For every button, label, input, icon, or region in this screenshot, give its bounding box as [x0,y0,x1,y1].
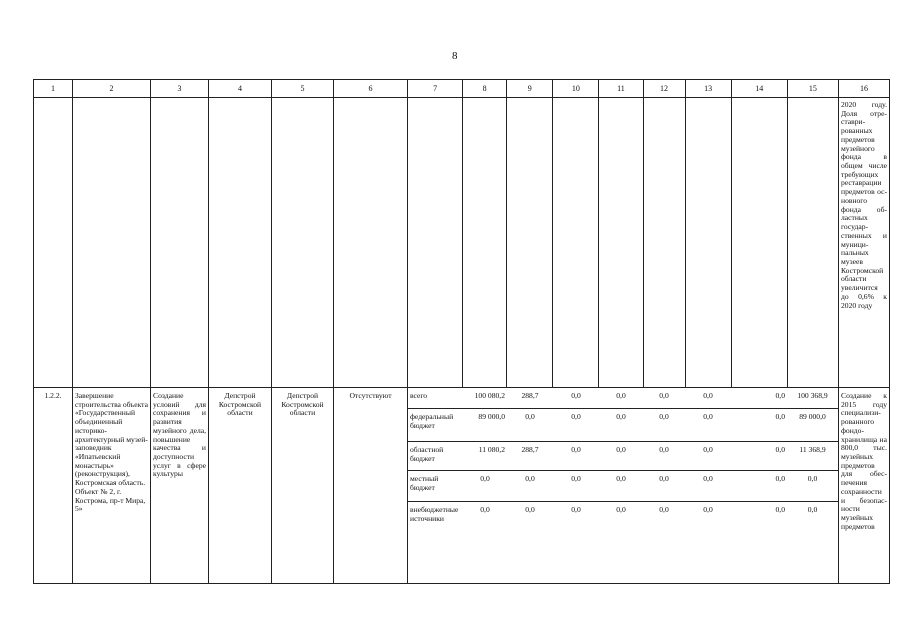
column-number: 6 [334,80,408,98]
funding-value: 0,0 [599,471,643,502]
funding-value: 0,0 [463,471,507,502]
item-number: 1.2.2. [34,388,73,584]
funding-value: 0,0 [685,502,731,537]
funding-value: 0,0 [599,409,643,442]
column-number: 3 [151,80,209,98]
continuation-note: 2020 году. Доля отреставрированных предметов музейного фонда в общем числе требующих реставрации предметов основного фонда областных государственных и муниципальных музеев Костромской области увеличится до 0,6% к 2020 году [839,98,890,388]
column-number: 14 [731,80,787,98]
funding-value: 0,0 [553,409,599,442]
program-table [33,79,890,584]
column-number: 10 [553,80,599,98]
funding-value: 0,0 [507,409,553,442]
continuation-row [34,98,890,388]
funding-row [408,442,838,471]
funding-value: 0,0 [507,471,553,502]
funding-value: 0,0 [553,502,599,537]
column-number: 7 [408,80,463,98]
funding-row [408,388,838,409]
column-number: 9 [507,80,553,98]
funding-value: 0,0 [643,409,685,442]
funding-row [408,502,838,537]
funding-source: всего [410,391,428,400]
column-number: 5 [272,80,334,98]
funding-value: 0,0 [553,442,599,471]
funding-value: 0,0 [507,502,553,537]
funding-value: 100 080,2 [474,391,505,400]
column-number: 15 [787,80,838,98]
item-coexecutor: Депстрой Костромской области [272,388,334,584]
funding-value: 89 000,0 [463,409,507,442]
funding-value: 0,0 [643,442,685,471]
funding-value: 0,0 [571,391,581,400]
funding-total: 11 368,9 [787,442,838,471]
column-number: 1 [34,80,73,98]
item-row [34,388,890,584]
column-number: 2 [73,80,151,98]
funding-value: 288,7 [507,442,553,471]
page-number: 8 [452,50,458,62]
funding-total: 0,0 [787,471,838,502]
funding-source: областной бюджет [408,442,463,471]
column-number-row [34,80,890,98]
column-number: 13 [685,80,731,98]
funding-value: 0,0 [731,442,787,471]
funding-value: 0,0 [685,409,731,442]
item-result: Создание к 2015 году специализированного фондохранилища на 800,0 тыс. музейных предметов для обеспечения сохранности и безопасности музейных предметов [839,388,890,584]
funding-value: 0,0 [643,502,685,537]
funding-block [408,388,839,584]
funding-value: 0,0 [616,391,626,400]
funding-value: 0,0 [731,471,787,502]
column-number: 4 [209,80,272,98]
funding-value: 288,7 [521,391,539,400]
funding-total: 100 368,9 [797,391,828,400]
column-number: 8 [463,80,507,98]
funding-value: 0,0 [463,502,507,537]
funding-value: 0,0 [553,471,599,502]
funding-source: внебюджетные источники [408,502,463,537]
funding-value: 0,0 [643,471,685,502]
column-number: 16 [839,80,890,98]
funding-total: 89 000,0 [787,409,838,442]
funding-value: 11 080,2 [463,442,507,471]
funding-value: 0,0 [659,391,669,400]
funding-value: 0,0 [731,409,787,442]
funding-value: 0,0 [599,442,643,471]
funding-value: 0,0 [731,502,787,537]
funding-value: 0,0 [703,391,713,400]
funding-table [408,388,838,536]
funding-total: 0,0 [787,502,838,537]
item-goal: Создание условий для сохранения и развития музейного дела, повышение качества и доступности услуг в сфере культуры [151,388,209,584]
funding-source: федеральный бюджет [408,409,463,442]
funding-row [408,409,838,442]
column-number: 11 [599,80,643,98]
column-number: 12 [643,80,685,98]
funding-source: местный бюджет [408,471,463,502]
funding-value: 0,0 [685,442,731,471]
funding-row [408,471,838,502]
funding-value: 0,0 [685,471,731,502]
funding-value: 0,0 [775,391,785,400]
funding-value: 0,0 [599,502,643,537]
item-executor: Депстрой Костромской области [209,388,272,584]
item-col6: Отсутствуют [334,388,408,584]
item-name: Завершение строительства объекта «Государственный объединенный историко-архитектурный музей-заповедник «Ипатьевский монастырь» (реконструкция), Костромская область. Объект № 2, г. Кострома, пр-т Мира, 5» [73,388,151,584]
